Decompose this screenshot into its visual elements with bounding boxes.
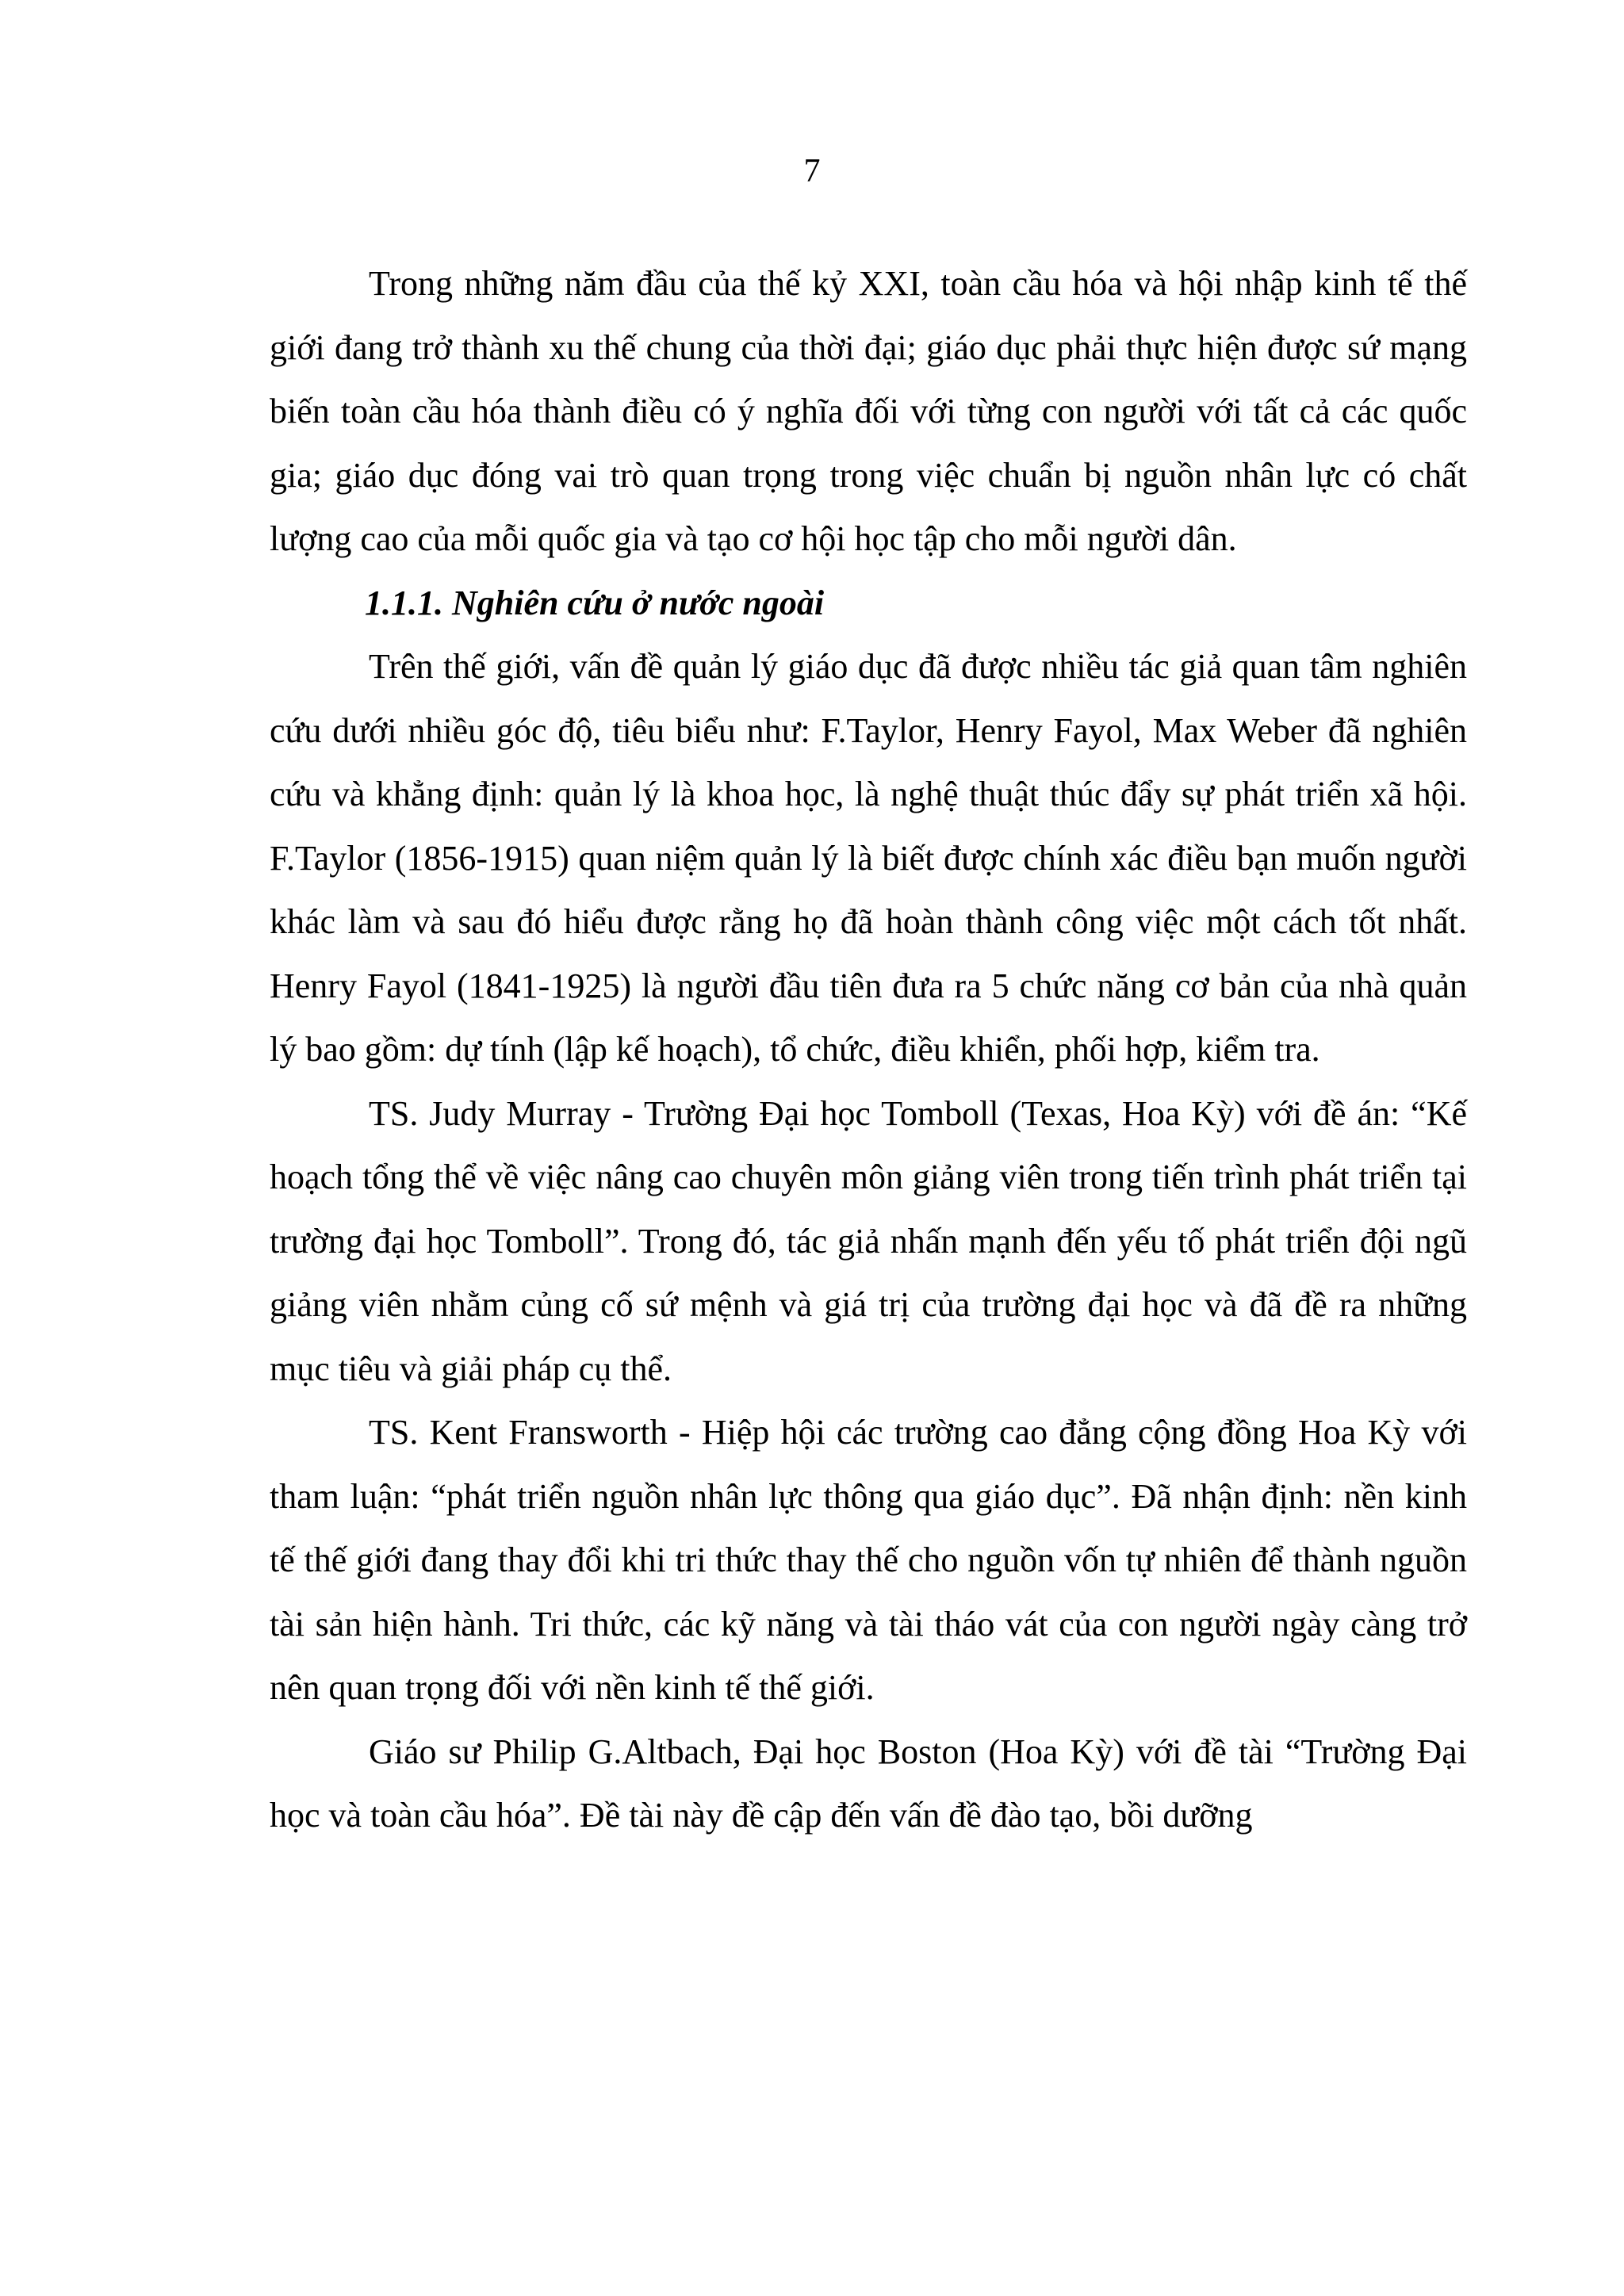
page-number: 7	[803, 153, 821, 189]
document-body	[270, 252, 1467, 1848]
paragraph-philip-altbach: Giáo sư Philip G.Altbach, Đại học Boston (Hoa Kỳ) với đề tài “Trường Đại học và toàn cầu hóa”. Đề tài này đề cập đến vấn đề đào tạo, bồi dưỡng	[270, 1732, 1467, 1835]
intro-paragraph: Trong những năm đầu của thế kỷ XXI, toàn cầu hóa và hội nhập kinh tế thế giới đang trở thành xu thế chung của thời đại; giáo dục phải thực hiện được sứ mạng biến toàn cầu hóa thành điều có ý nghĩa đối với từng con người với tất cả các quốc gia; giáo dục đóng vai trò quan trọng trong việc chuẩn bị nguồn nhân lực có chất lượng cao của mỗi quốc gia và tạo cơ hội học tập cho mỗi người dân.	[270, 264, 1467, 558]
paragraph-kent-fransworth: TS. Kent Fransworth - Hiệp hội các trường cao đẳng cộng đồng Hoa Kỳ với tham luận: “phát triển nguồn nhân lực thông qua giáo dục”. Đã nhận định: nền kinh tế thế giới đang thay đổi khi tri thức thay thế cho nguồn vốn tự nhiên để thành nguồn tài sản hiện hành. Tri thức, các kỹ năng và tài tháo vát của con người ngày càng trở nên quan trọng đối với nền kinh tế thế giới.	[270, 1413, 1467, 1707]
paragraph-management-theory: Trên thế giới, vấn đề quản lý giáo dục đã được nhiều tác giả quan tâm nghiên cứu dưới nhiều góc độ, tiêu biểu như: F.Taylor, Henry Fayol, Max Weber đã nghiên cứu và khẳng định: quản lý là khoa học, là nghệ thuật thúc đẩy sự phát triển xã hội. F.Taylor (1856-1915) quan niệm quản lý là biết được chính xác điều bạn muốn người khác làm và sau đó hiểu được rằng họ đã hoàn thành công việc một cách tốt nhất. Henry Fayol (1841-1925) là người đầu tiên đưa ra 5 chức năng cơ bản của nhà quản lý bao gồm: dự tính (lập kế hoạch), tổ chức, điều khiển, phối hợp, kiểm tra.	[270, 647, 1467, 1069]
section-heading: 1.1.1. Nghiên cứu ở nước ngoài	[365, 583, 825, 622]
paragraph-judy-murray: TS. Judy Murray - Trường Đại học Tomboll (Texas, Hoa Kỳ) với đề án: “Kế hoạch tổng thể về việc nâng cao chuyên môn giảng viên trong tiến trình phát triển tại trường đại học Tomboll”. Trong đó, tác giả nhấn mạnh đến yếu tố phát triển đội ngũ giảng viên nhằm củng cố sứ mệnh và giá trị của trường đại học và đã đề ra những mục tiêu và giải pháp cụ thể.	[270, 1093, 1467, 1388]
